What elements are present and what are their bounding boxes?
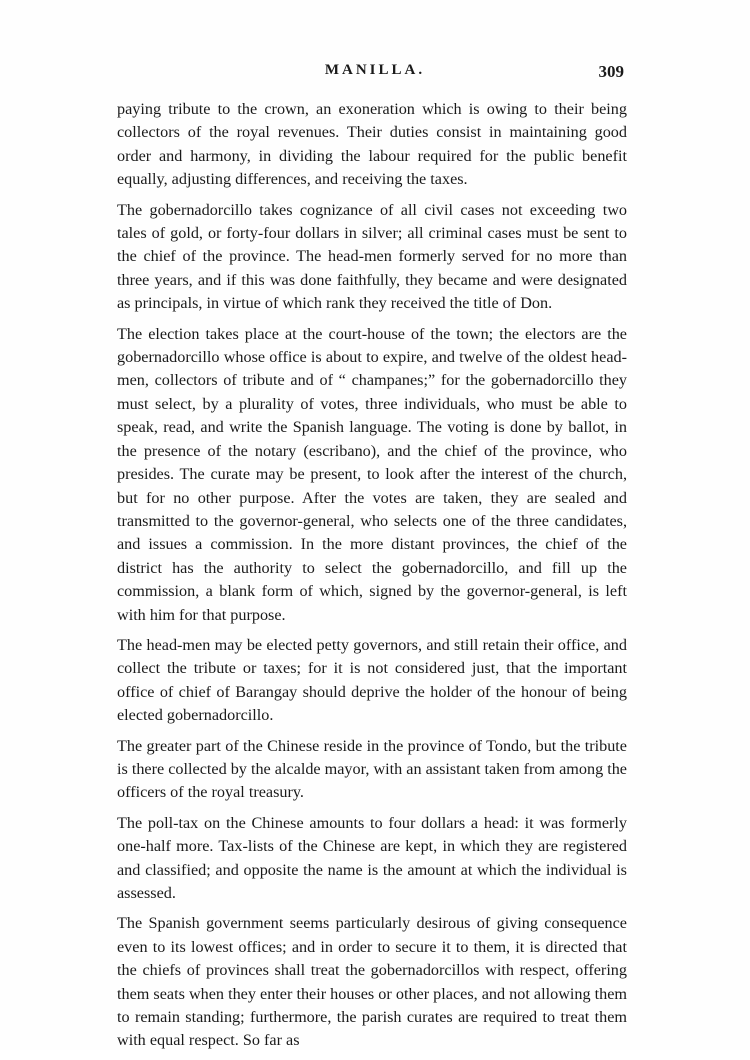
- running-head: [0, 62, 750, 88]
- paragraph: The poll-tax on the Chinese amounts to four dollars a head: it was formerly one-half more. Tax-lists of the Chinese are kept, in which they are registered and classified; and opposite the name is the amount at which the individual is assessed.: [117, 813, 627, 902]
- paragraph: paying tribute to the crown, an exoneration which is owing to their being collectors of the royal revenues. Their duties consist in maintaining good order and harmony, in dividing the labour required for the public benefit equally, adjusting differences, and receiving the taxes.: [117, 100, 627, 189]
- paragraph: The greater part of the Chinese reside in the province of Tondo, but the tribute is there collected by the alcalde mayor, with an assistant taken from among the officers of the royal treasury.: [117, 736, 627, 802]
- body-text: [117, 98, 627, 1060]
- running-title: MANILLA.: [324, 62, 426, 78]
- paragraph: The election takes place at the court-house of the town; the electors are the gobernadorcillo whose office is about to expire, and twelve of the oldest head-men, collectors of tribute and of “ champanes;” for the gobernadorcillo they must select, by a plurality of votes, three individuals, who must be able to speak, read, and write the Spanish language. The voting is done by ballot, in the presence of the notary (escribano), and the chief of the province, who presides. The curate may be present, to look after the interest of the church, but for no other purpose. After the votes are taken, they are sealed and transmitted to the governor-general, who selects one of the three candidates, and issues a commission. In the more distant provinces, the chief of the district has the authority to select the gobernadorcillo, and fill up the commission, a blank form of which, signed by the governor-general, is left with him for that purpose.: [117, 324, 627, 624]
- paragraph: The gobernadorcillo takes cognizance of all civil cases not exceeding two tales of gold, or forty-four dollars in silver; all criminal cases must be sent to the chief of the province. The head-men formerly served for no more than three years, and if this was done faithfully, they became and were designated as principals, in virtue of which rank they received the title of Don.: [117, 200, 627, 313]
- page-number: 309: [598, 62, 624, 81]
- paragraph: The head-men may be elected petty governors, and still retain their office, and collect the tribute or taxes; for it is not considered just, that the important office of chief of Barangay should deprive the holder of the honour of being elected gobernadorcillo.: [117, 635, 627, 725]
- paragraph: The Spanish government seems particularly desirous of giving consequence even to its lowest offices; and in order to secure it to them, it is directed that the chiefs of provinces shall treat the gobernadorcillos with respect, offering them seats when they enter their houses or other places, and not allowing them to remain standing; furthermore, the parish curates are required to treat them with equal respect. So far as: [117, 914, 627, 1050]
